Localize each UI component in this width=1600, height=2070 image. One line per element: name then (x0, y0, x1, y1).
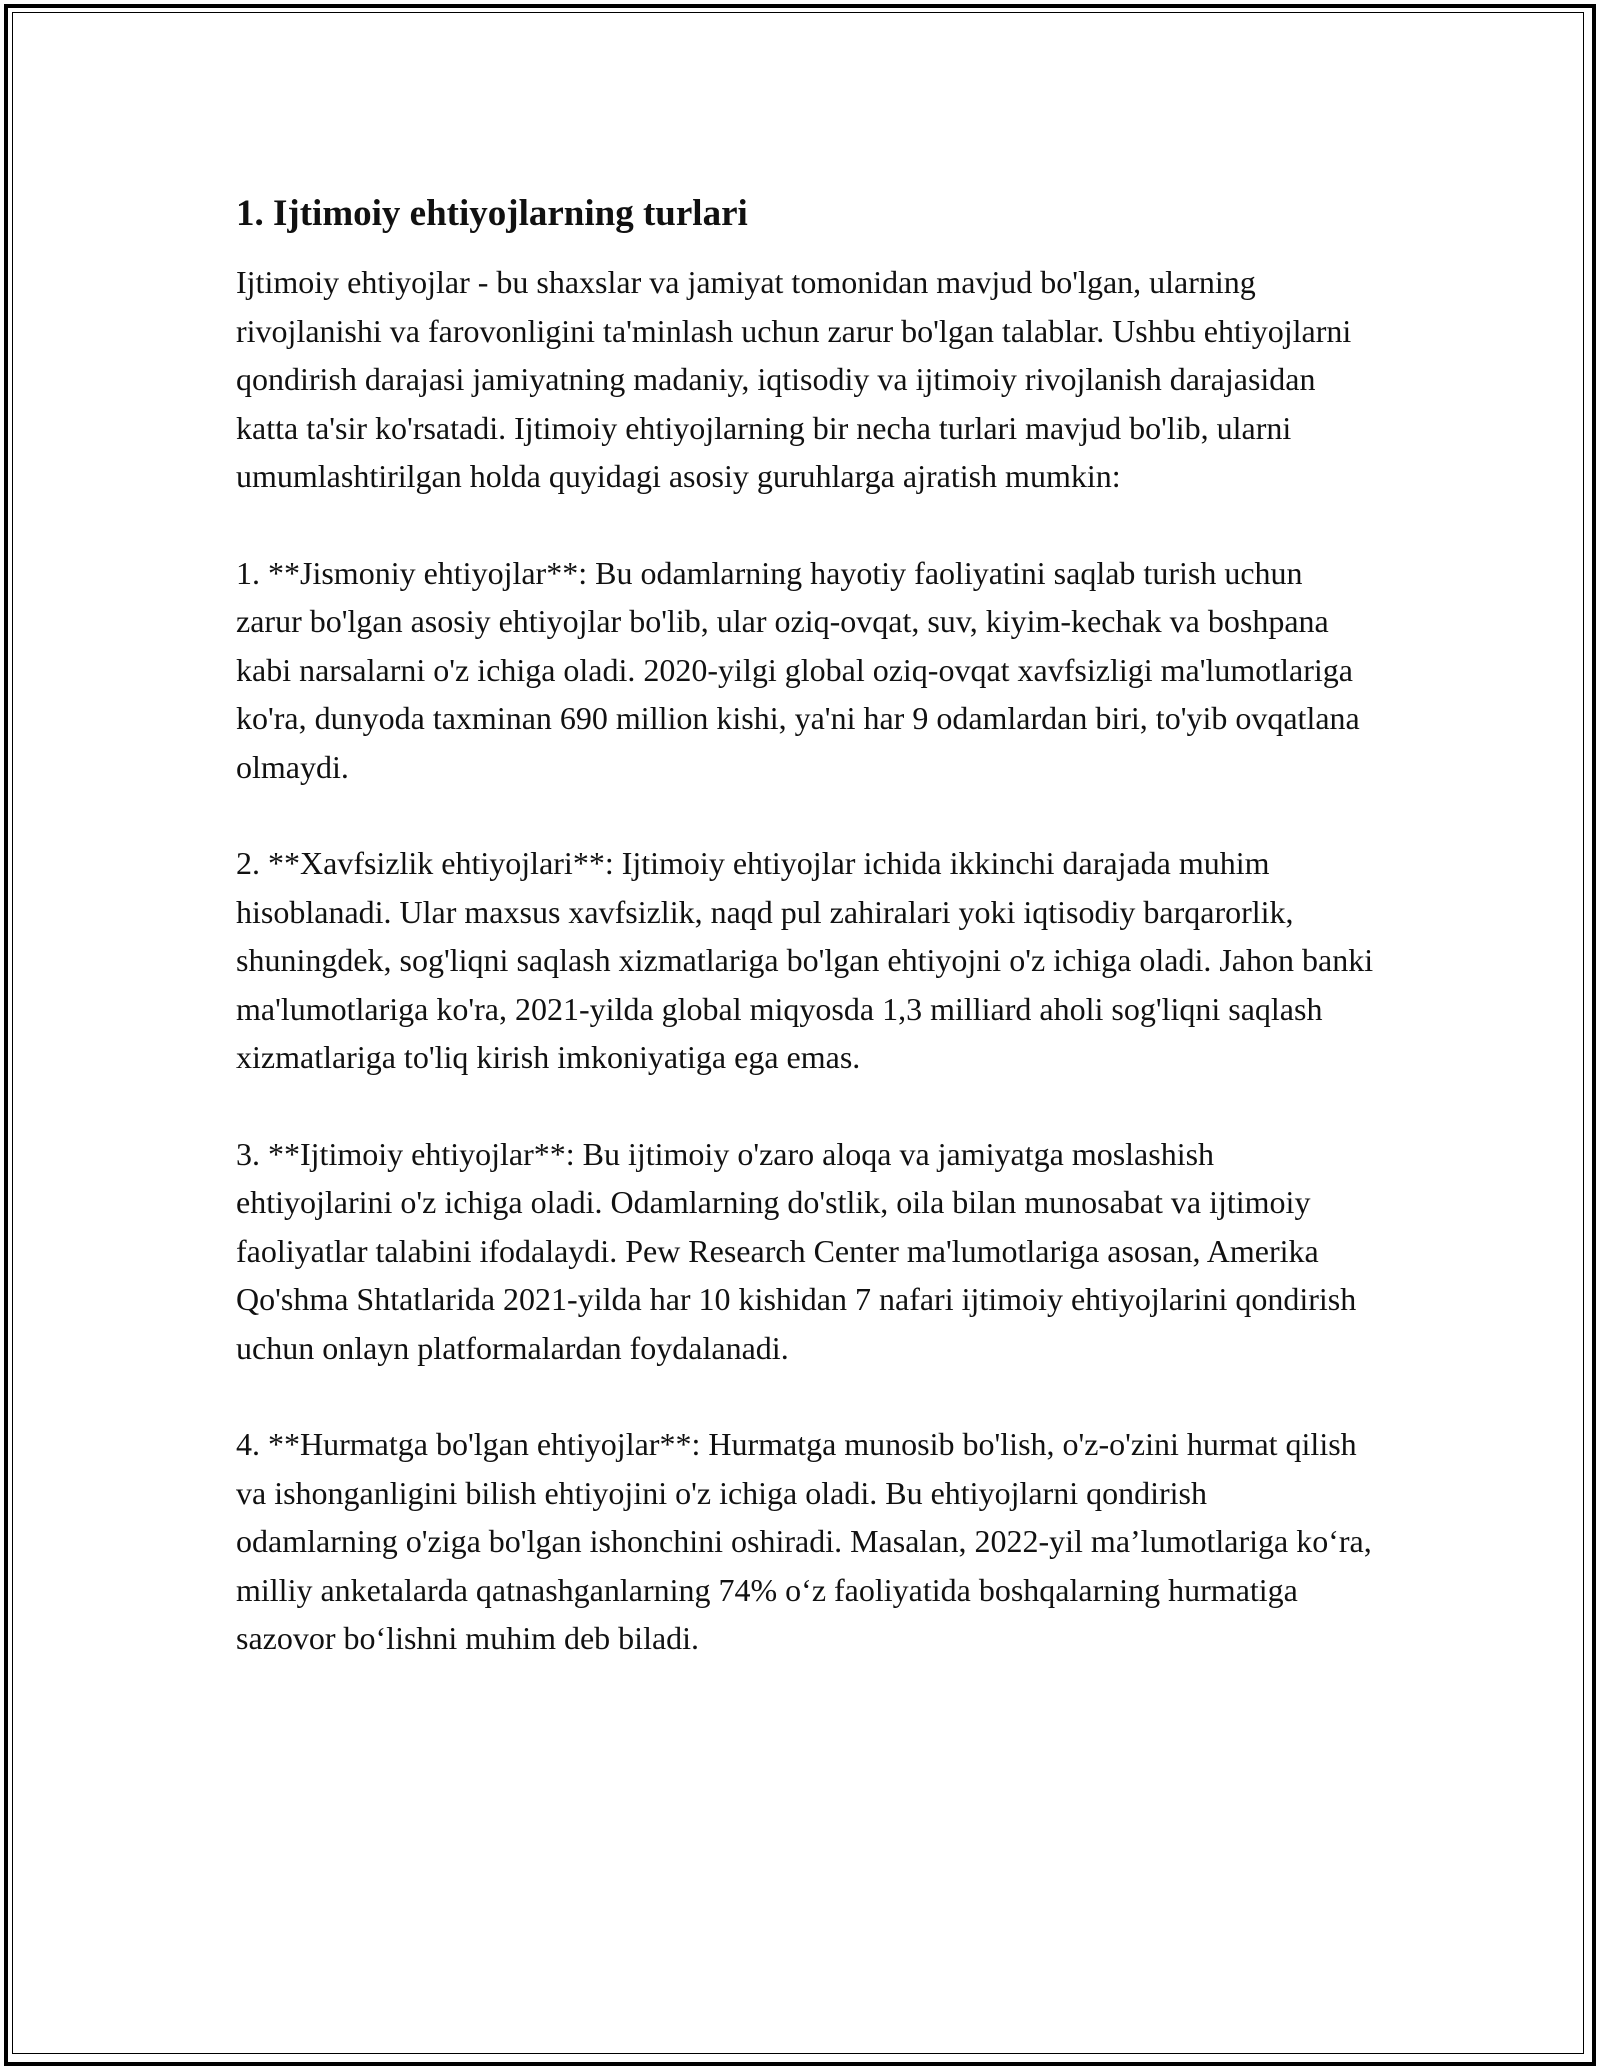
document-page (236, 186, 1376, 1711)
section-title: 1. Ijtimoiy ehtiyojlarning turlari (236, 193, 748, 234)
intro-paragraph: Ijtimoiy ehtiyojlar - bu shaxslar va jamiyat tomonidan mavjud bo'lgan, ularning rivojlanishi va farovonligini ta'minlash uchun zarur bo'lgan talablar. Ushbu ehtiyojlarni qondirish darajasi jamiyatning madaniy, iqtisodiy va ijtimoiy rivojlanish darajasidan katta ta'sir ko'rsatadi. Ijtimoiy ehtiyojlarning bir necha turlari mavjud bo'lib, ularni umumlashtirilgan holda quyidagi asosiy guruhlarga ajratish mumkin: (236, 264, 1352, 494)
social-needs-paragraph: 3. **Ijtimoiy ehtiyojlar**: Bu ijtimoiy o'zaro aloqa va jamiyatga moslashish ehtiyojlarini o'z ichiga oladi. Odamlarning do'stlik, oila bilan munosabat va ijtimoiy faoliyatlar talabini ifodalaydi. Pew Research Center ma'lumotlariga asosan, Amerika Qo'shma Shtatlarida 2021-yilda har 10 kishidan 7 nafari ijtimoiy ehtiyojlarini qondirish uchun onlayn platformalardan foydalanadi. (236, 1135, 1357, 1366)
safety-needs-paragraph: 2. **Xavfsizlik ehtiyojlari**: Ijtimoiy ehtiyojlar ichida ikkinchi darajada muhim hisoblanadi. Ular maxsus xavfsizlik, naqd pul zahiralari yoki iqtisodiy barqarorlik, shuningdek, sog'liqni saqlash xizmatlariga bo'lgan ehtiyojni o'z ichiga oladi. Jahon banki ma'lumotlariga ko'ra, 2021-yilda global miqyosda 1,3 milliard aholi sog'liqni saqlash xizmatlariga to'liq kirish imkoniyatiga ega emas. (236, 845, 1374, 1075)
esteem-needs-paragraph: 4. **Hurmatga bo'lgan ehtiyojlar**: Hurmatga munosib bo'lish, o'z-o'zini hurmat qilish va ishonganligini bilish ehtiyojini o'z ichiga oladi. Bu ehtiyojlarni qondirish odamlarning o'ziga bo'lgan ishonchini oshiradi. Masalan, 2022-yil ma’lumotlariga ko‘ra, milliy anketalarda qatnashganlarning 74% o‘z faoliyatida boshqalarning hurmatiga sazovor bo‘lishni muhim deb biladi. (236, 1426, 1372, 1656)
physical-needs-paragraph: 1. **Jismoniy ehtiyojlar**: Bu odamlarning hayotiy faoliyatini saqlab turish uchun zarur bo'lgan asosiy ehtiyojlar bo'lib, ular oziq-ovqat, suv, kiyim-kechak va boshpana kabi narsalarni o'z ichiga oladi. 2020-yilgi global oziq-ovqat xavfsizligi ma'lumotlariga ko'ra, dunyoda taxminan 690 million kishi, ya'ni har 9 odamlardan biri, to'yib ovqatlana olmaydi. (236, 554, 1360, 785)
